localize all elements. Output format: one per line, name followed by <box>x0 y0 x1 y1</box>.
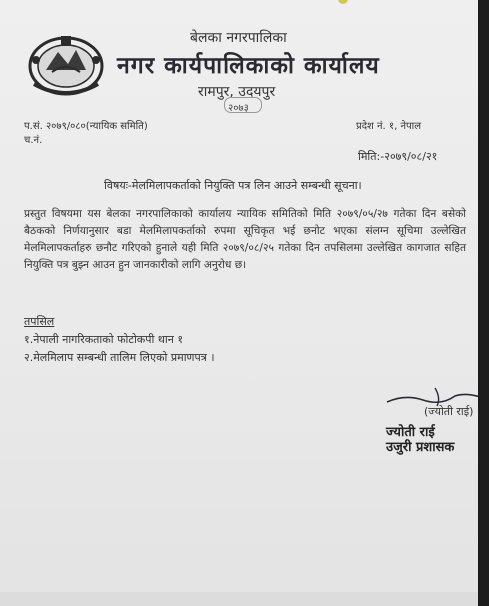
reference-number: प.सं. २०७९/०८०(न्यायिक समिति) <box>24 121 148 132</box>
dispatch-number: च.नं. <box>24 135 43 146</box>
top-dot-mark <box>338 0 348 4</box>
municipality-name: बेलका नगरपालिका <box>190 30 287 46</box>
annex-heading: तपसिल <box>24 315 55 328</box>
office-title: नगर कार्यपालिकाको कार्यालय <box>117 53 380 79</box>
office-address: रामपुर, उदयपुर <box>198 84 276 100</box>
signatory-name-bold: ज्योती राई <box>386 425 435 440</box>
page-bottom-band <box>0 592 478 606</box>
dark-edge <box>478 0 489 606</box>
body-paragraph: प्रस्तुत विषयमा यस बेलका नगरपालिकाको कार्यालय न्यायिक समितिको मिति २०७९/०५/२७ गतेका दिन बसेको बैठकको निर्णयानुसार बडा मेलमिलापकर्ताको रुपमा सूचिकृत भई छनोट भएका संलग्न सूचिमा उल्लेखित मेलमिलापकर्ताहरु छनौट गरिएको हुनाले यही मिति २०७९/०८/२५ गतेका दिन तपसिलमा उल्लेखित कागजात सहित नियुक्ति पत्र बुझ्न आउन हुन जानकारीको लागि अनुरोध छ। <box>24 208 466 271</box>
annex-item: १.नेपाली नागरिकताको फोटोकपी थान १ <box>24 333 184 346</box>
letter-date: मिति:-२०७९/०८/२१ <box>358 150 438 163</box>
established-year: २०७३ <box>228 103 249 114</box>
province-label: प्रदेश नं. १, नेपाल <box>356 121 422 132</box>
signatory-name: (ज्योती राई) <box>424 405 474 418</box>
nepal-emblem-icon <box>24 30 108 100</box>
annex-item: २.मेलमिलाप सम्बन्धी तालिम लिएको प्रमाणपत्र । <box>24 351 215 364</box>
signatory-role: उजुरी प्रशासक <box>386 440 455 455</box>
subject-line: विषयः-मेलमिलापकर्ताको नियुक्ति पत्र लिन आउने सम्बन्धी सूचना। <box>104 179 362 192</box>
